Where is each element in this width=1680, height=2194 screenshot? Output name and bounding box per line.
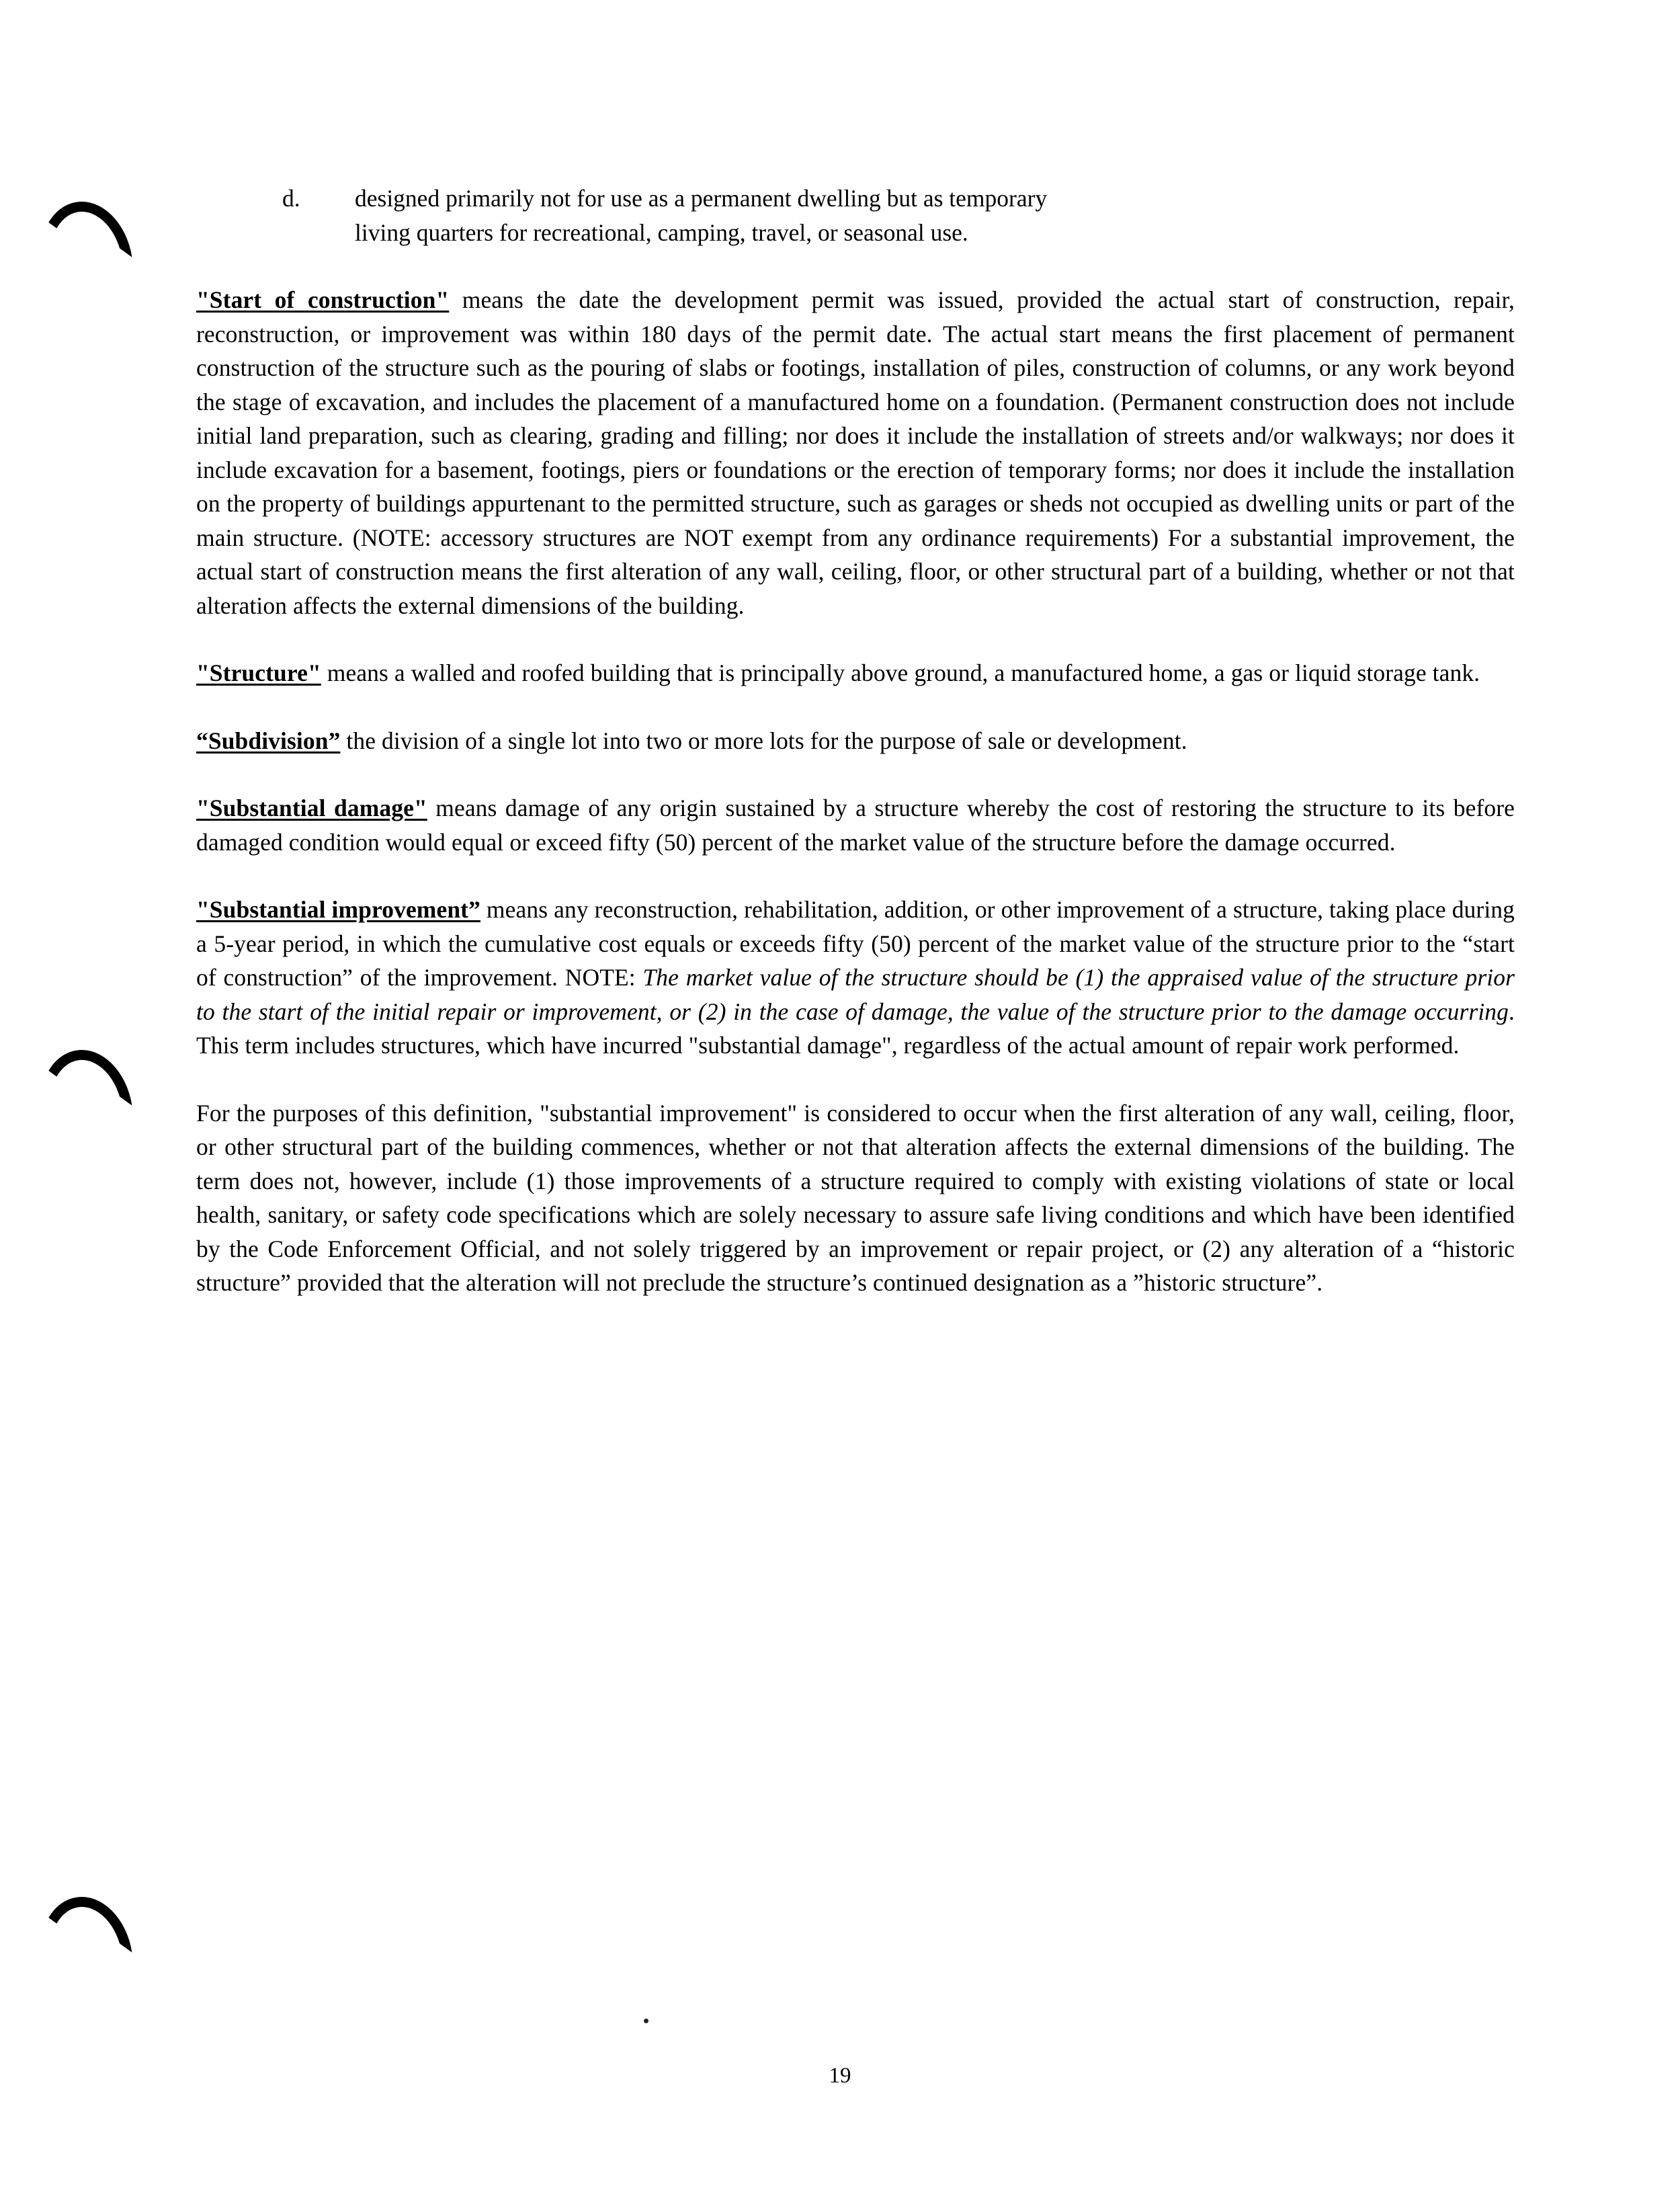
definition-italic-note: The market value of the structure should be (1) the appraised value of the structure prior to the start of the initial repair or improvement, or (2) in the case of damage, the value of the structure prior to the damage occurring [196, 964, 1515, 1025]
definition-body-after-note: . This term includes structures, which have incurred "substantial damage", regardless of the actual amount of repair work performed. [196, 998, 1515, 1059]
list-item-line-2: living quarters for recreational, camping, travel, or seasonal use. [355, 218, 968, 246]
definition-body: means the date the development permit was issued, provided the actual start of construction, repair, reconstruction, or improvement was within 180 days of the permit date. The actual start means the first placement of permanent construction of the structure such as the pouring of slabs or footings, installation of piles, construction of columns, or any work beyond the stage of excavation, and includes the placement of a manufactured home on a foundation. (Permanent construction does not include initial land preparation, such as clearing, grading and filling; nor does it include the installation of streets and/or walkways; nor does it include excavation for a basement, footings, piers or foundations or the erection of temporary forms; nor does it include the installation on the property of buildings appurtenant to the permitted structure, such as garages or sheds not occupied as dwelling units or part of the main structure. (NOTE: accessory structures are NOT exempt from any ordinance requirements) For a substantial improvement, the actual start of construction means the first alteration of any wall, ceiling, floor, or other structural part of a building, whether or not that alteration affects the external dimensions of the building. [196, 286, 1515, 619]
spacer [196, 622, 1515, 656]
definition-subdivision [196, 724, 1515, 758]
scan-artifact-dot [644, 2019, 648, 2023]
definition-structure [196, 656, 1515, 690]
definition-term: "Structure" [196, 659, 321, 686]
spacer [196, 1063, 1515, 1096]
list-item-d [196, 181, 1515, 249]
definition-term: "Start of construction" [196, 286, 450, 313]
definition-term: "Substantial improvement” [196, 896, 480, 923]
document-body [196, 181, 1515, 1300]
spacer [196, 758, 1515, 791]
definition-start-of-construction [196, 283, 1515, 622]
definition-body: means a walled and roofed building that is principally above ground, a manufactured home, a gas or liquid storage tank. [321, 659, 1480, 686]
list-item-line-1: designed primarily not for use as a permanent dwelling but as temporary [355, 185, 1048, 212]
hole-punch-shadow-icon [30, 1043, 132, 1120]
definition-substantial-damage [196, 791, 1515, 859]
spacer [196, 859, 1515, 893]
hole-punch-shadow-icon [30, 195, 132, 272]
list-item-marker: d. [282, 185, 300, 212]
page-number: 19 [829, 2064, 851, 2088]
spacer [196, 690, 1515, 724]
definition-substantial-improvement [196, 893, 1515, 1063]
closing-paragraph: For the purposes of this definition, "substantial improvement" is considered to occur when the first alteration of any wall, ceiling, floor, or other structural part of the building commences, whether or not that alteration affects the external dimensions of the building. The term does not, however, include (1) those improvements of a structure required to comply with existing violations of state or local health, sanitary, or safety code specifications which are solely necessary to assure safe living conditions and which have been identified by the Code Enforcement Official, and not solely triggered by an improvement or repair project, or (2) any alteration of a “historic structure” provided that the alteration will not preclude the structure’s continued designation as a ”historic structure”. [196, 1099, 1515, 1296]
list-item-body [355, 181, 1515, 249]
definition-body: means damage of any origin sustained by a structure whereby the cost of restoring the structure to its before damaged condition would equal or exceed fifty (50) percent of the market value of the structure before the damage occurred. [196, 795, 1515, 856]
definition-body: the division of a single lot into two or more lots for the purpose of sale or development. [340, 727, 1187, 754]
definition-term: "Substantial damage" [196, 795, 427, 821]
spacer [196, 249, 1515, 283]
definition-term: “Subdivision” [196, 727, 341, 754]
definition-body-before-note: means any reconstruction, rehabilitation, addition, or other improvement of a structure, taking place during a 5-year period, in which the cumulative cost equals or exceeds fifty (50) percent of the market value of the structure prior to the “start of construction” of the improvement. NOTE: [196, 896, 1515, 991]
hole-punch-shadow-icon [30, 1890, 132, 1967]
